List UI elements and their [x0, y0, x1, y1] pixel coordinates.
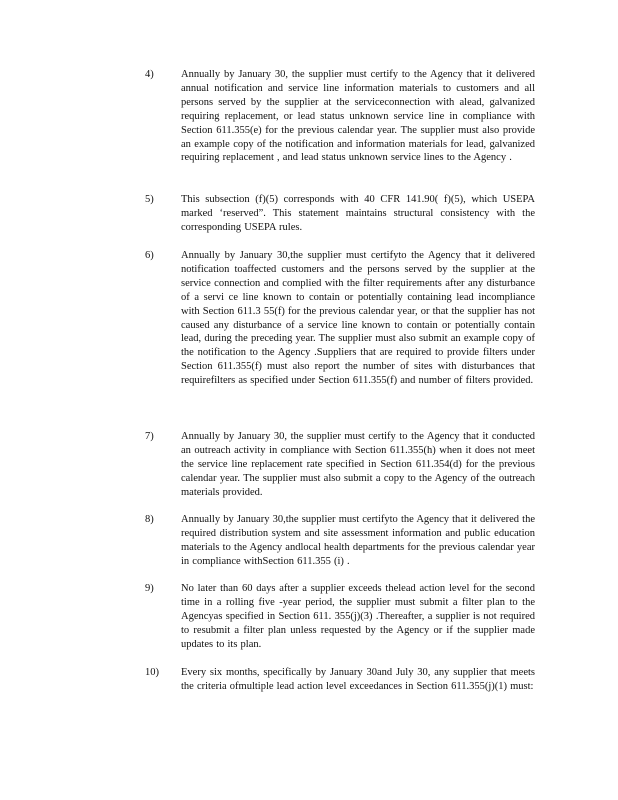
item-text: This subsection (f)(5) corresponds with 40 CFR 141.90( f)(5), which USEPA marked ‘reserved”. This statement maintains structural consistency with the corresponding USEPA rules.	[181, 194, 535, 233]
item-text: Annually by January 30,the supplier must certifyto the Agency that it delivered the required distribution system and site assessment information and public education materials to the Agency andlocal health departments for the previous calendar year in compliance withSection 611.355 (i) .	[181, 514, 535, 567]
item-number: 5)	[145, 194, 154, 205]
item-number: 10)	[145, 667, 159, 678]
item-text: Annually by January 30,the supplier must certifyto the Agency that it delivered notification toaffected customers and the persons served by the supplier at the service connection and complied with the filter requirements after any disturbance of a servi ce line known to contain or potentially containing lead incompliance with Section 611.3 55(f) for the previous calendar year, or that the supplier has not caused any disturbance of a service line known to contain or potentially contain lead, during the preceding year. The supplier must also submit an example copy of the notification to the Agency .Suppliers that are required to provide filters under Section 611.355(f) must also report the number of sites with disturbances that requirefilters as specified under Section 611.355(f) and number of filters provided.	[181, 250, 535, 387]
item-number: 9)	[145, 583, 154, 594]
item-text: Every six months, specifically by January 30and July 30, any supplier that meets the criteria ofmultiple lead action level exceedances in Section 611.355(j)(1) must:	[181, 667, 535, 692]
item-text: Annually by January 30, the supplier must certify to the Agency that it delivered annual notification and service line information materials to customers and all persons served by the supplier at the serviceconnection with alead, galvanized requiring replacement, or lead status unknown service line in compliance with Section 611.355(e) for the previous calendar year. The supplier must also provide an example copy of the notification and information materials for lead, galvanized requiring replacement , and lead status unknown service lines to the Agency .	[181, 69, 535, 164]
item-number: 8)	[145, 514, 154, 525]
item-number: 4)	[145, 69, 154, 80]
item-number: 7)	[145, 431, 154, 442]
item-text: Annually by January 30, the supplier must certify to the Agency that it conducted an outreach activity in compliance with Section 611.355(h) when it does not meet the service line replacement rate specified in Section 611.354(d) for the previous calendar year. The supplier must also submit a copy to the Agency of the outreach materials provided.	[181, 431, 535, 498]
item-text: No later than 60 days after a supplier exceeds thelead action level for the second time in a rolling five -year period, the supplier must submit a filter plan to the Agencyas specified in Section 611. 355(j)(3) .Thereafter, a supplier is not required to resubmit a filter plan unless requested by the Agency or if the supplier made updates to its plan.	[181, 583, 535, 650]
item-number: 6)	[145, 250, 154, 261]
